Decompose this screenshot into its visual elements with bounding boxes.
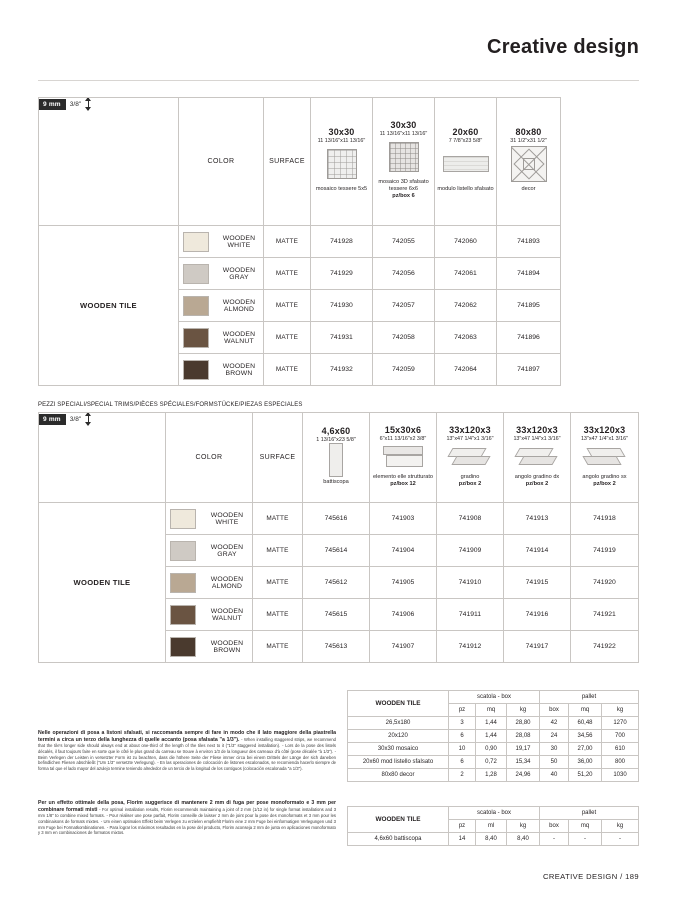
color-swatch <box>170 573 196 593</box>
format-name: 80x80 decor <box>348 769 449 782</box>
color-swatch <box>183 296 209 316</box>
product-code: 741920 <box>571 567 639 599</box>
elemento-elle-icon <box>370 442 436 472</box>
trim-col-4 <box>571 413 639 503</box>
cell-kg: 8,40 <box>507 833 540 846</box>
color-name: WOODEN BROWN <box>210 639 244 654</box>
cell-pz: 6 <box>449 756 476 769</box>
trim-col-3 <box>504 413 571 503</box>
cell-kg: 28,80 <box>507 717 540 730</box>
note-1-es: - En las operaciones de colocación de listones escalonados, se recomienda hacerlo siempre de forma tal que el lado mayor del azulejo termine teniendo alrededor de un tercio de la longitud de los contiguos (colocación escalonada "a 1/3"). <box>38 760 336 772</box>
format-box: pz/box 2 <box>525 480 549 487</box>
angolo-gradino-sx-icon <box>571 442 638 472</box>
packaging-table-tile <box>347 690 639 782</box>
format-col-3 <box>497 98 561 226</box>
color-name: WOODEN GRAY <box>210 543 244 558</box>
product-code: 741894 <box>497 258 561 290</box>
color-swatch <box>183 264 209 284</box>
color-cell <box>179 226 264 258</box>
col-color-header: COLOR <box>166 413 253 503</box>
cell-kg: 15,34 <box>507 756 540 769</box>
product-code: 745614 <box>303 535 370 567</box>
cell-mq: 0,90 <box>476 743 507 756</box>
thickness-mm: 9 mm <box>38 414 66 425</box>
cell-pallet-mq: 60,48 <box>569 717 602 730</box>
cell-ml: 8,40 <box>476 833 507 846</box>
format-caption-wrap <box>370 472 436 491</box>
product-code: 741921 <box>571 599 639 631</box>
color-swatch <box>183 328 209 348</box>
table-row <box>348 743 639 756</box>
sub-box: box <box>540 704 569 717</box>
cell-pallet-mq: 36,00 <box>569 756 602 769</box>
cell-pallet-mq: - <box>569 833 602 846</box>
color-name: WOODEN BROWN <box>222 362 256 377</box>
cell-pallet-kg: 800 <box>602 756 639 769</box>
format-col-1 <box>373 98 435 226</box>
cell-pallet-kg: - <box>602 833 639 846</box>
note-2-title: Per un effetto ottimale della posa, Florim suggerisce di mantenere 2 mm di fuga per pose monoformato e 3 mm per combinare formati misti <box>38 800 336 813</box>
product-code: 741915 <box>504 567 571 599</box>
product-code: 742061 <box>435 258 497 290</box>
sub-mq: mq <box>476 704 507 717</box>
cell-pallet-kg: 1030 <box>602 769 639 782</box>
color-cell <box>166 631 253 663</box>
product-code: 742064 <box>435 354 497 386</box>
product-code: 741911 <box>437 599 504 631</box>
product-code: 745615 <box>303 599 370 631</box>
format-size: 80x80 <box>515 127 542 137</box>
product-code: 742058 <box>373 322 435 354</box>
col-color-header: COLOR <box>179 98 264 226</box>
cell-mq: 1,28 <box>476 769 507 782</box>
product-code: 742059 <box>373 354 435 386</box>
cell-pallet-mq: 51,20 <box>569 769 602 782</box>
product-code: 742063 <box>435 322 497 354</box>
color-cell <box>166 599 253 631</box>
cell-pz: 6 <box>449 730 476 743</box>
product-code: 742055 <box>373 226 435 258</box>
product-code: 741930 <box>311 290 373 322</box>
sub-kg: kg <box>507 704 540 717</box>
packaging-group-pallet: pallet <box>540 691 639 704</box>
surface-value: MATTE <box>253 535 303 567</box>
product-code: 741909 <box>437 535 504 567</box>
table-row <box>348 730 639 743</box>
format-caption-wrap <box>437 472 503 491</box>
trims-header-blank <box>39 413 166 503</box>
row-group-label: WOODEN TILE <box>39 226 179 386</box>
product-code: 741907 <box>370 631 437 663</box>
cell-pallet-kg: 1270 <box>602 717 639 730</box>
format-col-2 <box>435 98 497 226</box>
surface-value: MATTE <box>253 503 303 535</box>
col-surface-header: SURFACE <box>264 98 311 226</box>
format-inch: 13"x47 1/4"x1 3/16" <box>446 435 494 442</box>
format-caption: mosaico tessere 5x5 <box>315 186 368 192</box>
angolo-gradino-dx-icon <box>504 442 570 472</box>
table-row <box>348 717 639 730</box>
product-code: 741896 <box>497 322 561 354</box>
product-code: 741903 <box>370 503 437 535</box>
format-size: 33x120x3 <box>449 424 491 435</box>
format-box: pz/box 2 <box>458 480 482 487</box>
surface-value: MATTE <box>264 290 311 322</box>
packaging-table-trim <box>347 806 639 846</box>
cell-mq: 0,72 <box>476 756 507 769</box>
note-1-en: - When installing staggered strips, we recommend that the tile's longer side should always end at about one-third of the length of the tiles next to it ("1/3" staggered installation). <box>38 736 336 748</box>
color-name: WOODEN ALMOND <box>210 575 244 590</box>
cell-pallet-mq: 27,00 <box>569 743 602 756</box>
packaging-group-box: scatola - box <box>449 691 540 704</box>
color-name: WOODEN ALMOND <box>222 298 256 313</box>
installation-note-1 <box>38 730 336 773</box>
trim-col-1 <box>370 413 437 503</box>
cell-pallet-kg: 700 <box>602 730 639 743</box>
product-code: 741919 <box>571 535 639 567</box>
product-code: 741932 <box>311 354 373 386</box>
cell-pz: 3 <box>449 717 476 730</box>
sub-kg: kg <box>507 820 540 833</box>
installation-note-2 <box>38 800 336 837</box>
product-code: 741917 <box>504 631 571 663</box>
format-name: 20x120 <box>348 730 449 743</box>
table-row <box>39 226 561 258</box>
product-code: 741893 <box>497 226 561 258</box>
sub-ml: ml <box>476 820 507 833</box>
table-row <box>39 503 639 535</box>
packaging-trim-title: WOODEN TILE <box>348 807 449 833</box>
cell-pz: 14 <box>449 833 476 846</box>
format-size: 33x120x3 <box>516 424 558 435</box>
format-caption: battiscopa <box>323 479 349 485</box>
product-code: 745612 <box>303 567 370 599</box>
packaging-group-box: scatola - box <box>449 807 540 820</box>
product-code: 741912 <box>437 631 504 663</box>
product-code: 741905 <box>370 567 437 599</box>
product-code: 745613 <box>303 631 370 663</box>
product-code: 741928 <box>311 226 373 258</box>
color-name: WOODEN WALNUT <box>210 607 244 622</box>
cell-box: 50 <box>540 756 569 769</box>
trim-col-2 <box>437 413 504 503</box>
product-code: 741910 <box>437 567 504 599</box>
color-cell <box>166 503 253 535</box>
listello-icon <box>435 144 496 184</box>
color-name: WOODEN GRAY <box>222 266 256 281</box>
decor-icon <box>497 144 560 184</box>
product-code: 742062 <box>435 290 497 322</box>
note-1-de: - Beim Verlegen der Leisten in versetzter Form ist zu beachten, dass die höhere Seite der Fliese immer circa bei einem Drittels der Länge der sich daneben befindlichen Fliesen abschließt ("Um 1/3" versetzte Verlegung). <box>38 748 336 766</box>
surface-value: MATTE <box>253 631 303 663</box>
cell-mq: 1,44 <box>476 717 507 730</box>
product-code: 742056 <box>373 258 435 290</box>
format-name: 4,6x60 battiscopa <box>348 833 449 846</box>
cell-pz: 2 <box>449 769 476 782</box>
cell-mq: 1,44 <box>476 730 507 743</box>
format-caption: gradino <box>460 473 480 480</box>
surface-value: MATTE <box>264 258 311 290</box>
format-caption: modulo listello sfalsato <box>437 186 494 192</box>
color-cell <box>166 567 253 599</box>
format-caption: angolo gradino dx <box>514 473 560 480</box>
note-2-en: - For optimal installation results, Florim recommends maintaining a joint of 2 mm (1/12 in) for single format installations and 3 mm 1/8" to combine mixed formats. <box>38 806 337 818</box>
format-size: 30x30 <box>328 127 355 137</box>
cell-box: 40 <box>540 769 569 782</box>
trim-col-0 <box>303 413 370 503</box>
product-code: 742057 <box>373 290 435 322</box>
thickness-inch: 3/8" <box>69 415 82 423</box>
cell-box: 24 <box>540 730 569 743</box>
product-table-main <box>38 97 561 386</box>
color-name: WOODEN WALNUT <box>222 330 256 345</box>
color-name: WOODEN WHITE <box>222 234 256 249</box>
packaging-group-pallet: pallet <box>540 807 639 820</box>
format-inch: 1 13/16"x23 5/8" <box>316 437 356 443</box>
format-name: 26,5x180 <box>348 717 449 730</box>
format-caption: angolo gradino sx <box>582 473 627 480</box>
note-1-fr: - Lors de la pose des listels décalés, il faut toujours faire en sorte que le côté le plus grand du carreau se trouve à environ 1/3 de la longueur des carreaux d'à côté (pose décalée "à 1/3"). <box>38 742 336 754</box>
page-title: Creative design <box>487 36 639 58</box>
thickness-mm: 9 mm <box>38 99 66 110</box>
color-name: WOODEN WHITE <box>210 511 244 526</box>
color-swatch <box>170 605 196 625</box>
format-size: 15x30x6 <box>384 424 422 435</box>
gradino-icon <box>437 442 503 472</box>
note-2-de: - Um einen optimalen Effekt beim Verlegen zu erzielen empfiehlt Florim eine 2 mm Fuge bei einformatigen Verlegungen und 3 mm Fuge bei Formatkombinationen. <box>38 818 336 830</box>
product-code: 741931 <box>311 322 373 354</box>
color-swatch <box>183 232 209 252</box>
cell-box: 42 <box>540 717 569 730</box>
format-caption-wrap <box>571 472 638 491</box>
note-1-title: Nelle operazioni di posa a listoni sfalsati, si raccomanda sempre di fare in modo che il lato maggiore della piastrella termini a circa un terzo della lunghezza di quelle accanto (posa sfalsata "a 1/3"). <box>38 730 336 743</box>
cell-box: 30 <box>540 743 569 756</box>
table-row <box>348 769 639 782</box>
product-code: 741922 <box>571 631 639 663</box>
packaging-title: WOODEN TILE <box>348 691 449 717</box>
cell-kg: 19,17 <box>507 743 540 756</box>
color-swatch <box>170 509 196 529</box>
product-code: 742060 <box>435 226 497 258</box>
page-footer: CREATIVE DESIGN / 189 <box>542 872 639 881</box>
format-box: pz/box 6 <box>392 192 415 199</box>
format-inch: 11 13/16"x11 13/16" <box>317 138 366 144</box>
format-name: 30x30 mosaico <box>348 743 449 756</box>
surface-value: MATTE <box>264 354 311 386</box>
special-trims-title: PEZZI SPECIALI/SPECIAL TRIMS/PIÈCES SPÉCIALES/FORMSTÜCKE/PIEZAS ESPECIALES <box>38 402 303 408</box>
color-cell <box>179 290 264 322</box>
format-inch: 6"x11 13/16"x2 3/8" <box>379 435 427 442</box>
format-box: pz/box 12 <box>390 480 416 487</box>
color-cell <box>166 535 253 567</box>
product-code: 741913 <box>504 503 571 535</box>
mosaic-3d-6x6-icon <box>373 137 434 177</box>
surface-value: MATTE <box>253 599 303 631</box>
format-size: 4,6x60 <box>321 426 351 436</box>
row-group-label: WOODEN TILE <box>39 503 166 663</box>
color-cell <box>179 258 264 290</box>
sub-pallet-kg: kg <box>602 820 639 833</box>
format-col-0 <box>311 98 373 226</box>
cell-pallet-kg: 610 <box>602 743 639 756</box>
product-code: 745616 <box>303 503 370 535</box>
format-caption-wrap <box>373 177 434 203</box>
cell-pallet-mq: 34,56 <box>569 730 602 743</box>
battiscopa-icon <box>303 443 369 477</box>
sub-pallet-mq: mq <box>569 704 602 717</box>
format-box: pz/box 2 <box>593 480 616 487</box>
color-swatch <box>183 360 209 380</box>
format-name: 20x60 mod listello sfalsato <box>348 756 449 769</box>
col-surface-header: SURFACE <box>253 413 303 503</box>
product-code: 741929 <box>311 258 373 290</box>
mosaic-5x5-icon <box>311 144 372 184</box>
format-size: 30x30 <box>390 120 417 131</box>
header-divider <box>38 80 639 81</box>
format-inch: 7 7/8"x23 5/8" <box>448 138 483 144</box>
product-code: 741906 <box>370 599 437 631</box>
table-row <box>348 833 639 846</box>
table-row <box>348 756 639 769</box>
color-cell <box>179 354 264 386</box>
note-2-es: - Para lograr los máximos resultados en la pose del producto, Florim aconseja 2 mm de junta en aplicaciones monoformato y 3 mm en combinaciones de formatos mixtos. <box>38 824 337 836</box>
cell-kg: 28,08 <box>507 730 540 743</box>
sub-pz: pz <box>449 820 476 833</box>
main-header-blank <box>39 98 179 226</box>
product-code: 741908 <box>437 503 504 535</box>
thickness-inch: 3/8" <box>69 100 82 108</box>
product-code: 741904 <box>370 535 437 567</box>
product-table-trims <box>38 412 639 663</box>
surface-value: MATTE <box>264 322 311 354</box>
format-caption: mosaico 3D sfalsato tessere 6x6 <box>378 179 429 192</box>
format-size: 33x120x3 <box>583 424 626 435</box>
cell-kg: 24,96 <box>507 769 540 782</box>
format-inch: 11 13/16"x11 13/16" <box>379 131 428 138</box>
color-cell <box>179 322 264 354</box>
format-inch: 13"x47 1/4"x1 3/16" <box>513 435 561 442</box>
format-caption: decor <box>521 186 536 192</box>
product-code: 741895 <box>497 290 561 322</box>
format-inch: 31 1/2"x31 1/2" <box>510 138 547 144</box>
cell-pz: 10 <box>449 743 476 756</box>
sub-pallet-mq: mq <box>569 820 602 833</box>
sub-box: box <box>540 820 569 833</box>
cell-box: - <box>540 833 569 846</box>
product-code: 741916 <box>504 599 571 631</box>
format-inch: 13"x47 1/4"x1 3/16" <box>580 435 629 442</box>
product-code: 741918 <box>571 503 639 535</box>
sub-pz: pz <box>449 704 476 717</box>
product-code: 741914 <box>504 535 571 567</box>
format-size: 20x60 <box>452 127 479 137</box>
color-swatch <box>170 541 196 561</box>
product-code: 741897 <box>497 354 561 386</box>
surface-value: MATTE <box>264 226 311 258</box>
surface-value: MATTE <box>253 567 303 599</box>
note-2-fr: - Pour réaliser une pose parfait, Florim conseille de laisser 2 mm de joint pour la pose des monoformats et 3 mm pour les combinaisons de formats mixtes. <box>38 812 337 824</box>
format-caption-wrap <box>504 472 570 491</box>
color-swatch <box>170 637 196 657</box>
format-caption: elemento elle strutturato <box>372 473 433 480</box>
sub-pallet-kg: kg <box>602 704 639 717</box>
